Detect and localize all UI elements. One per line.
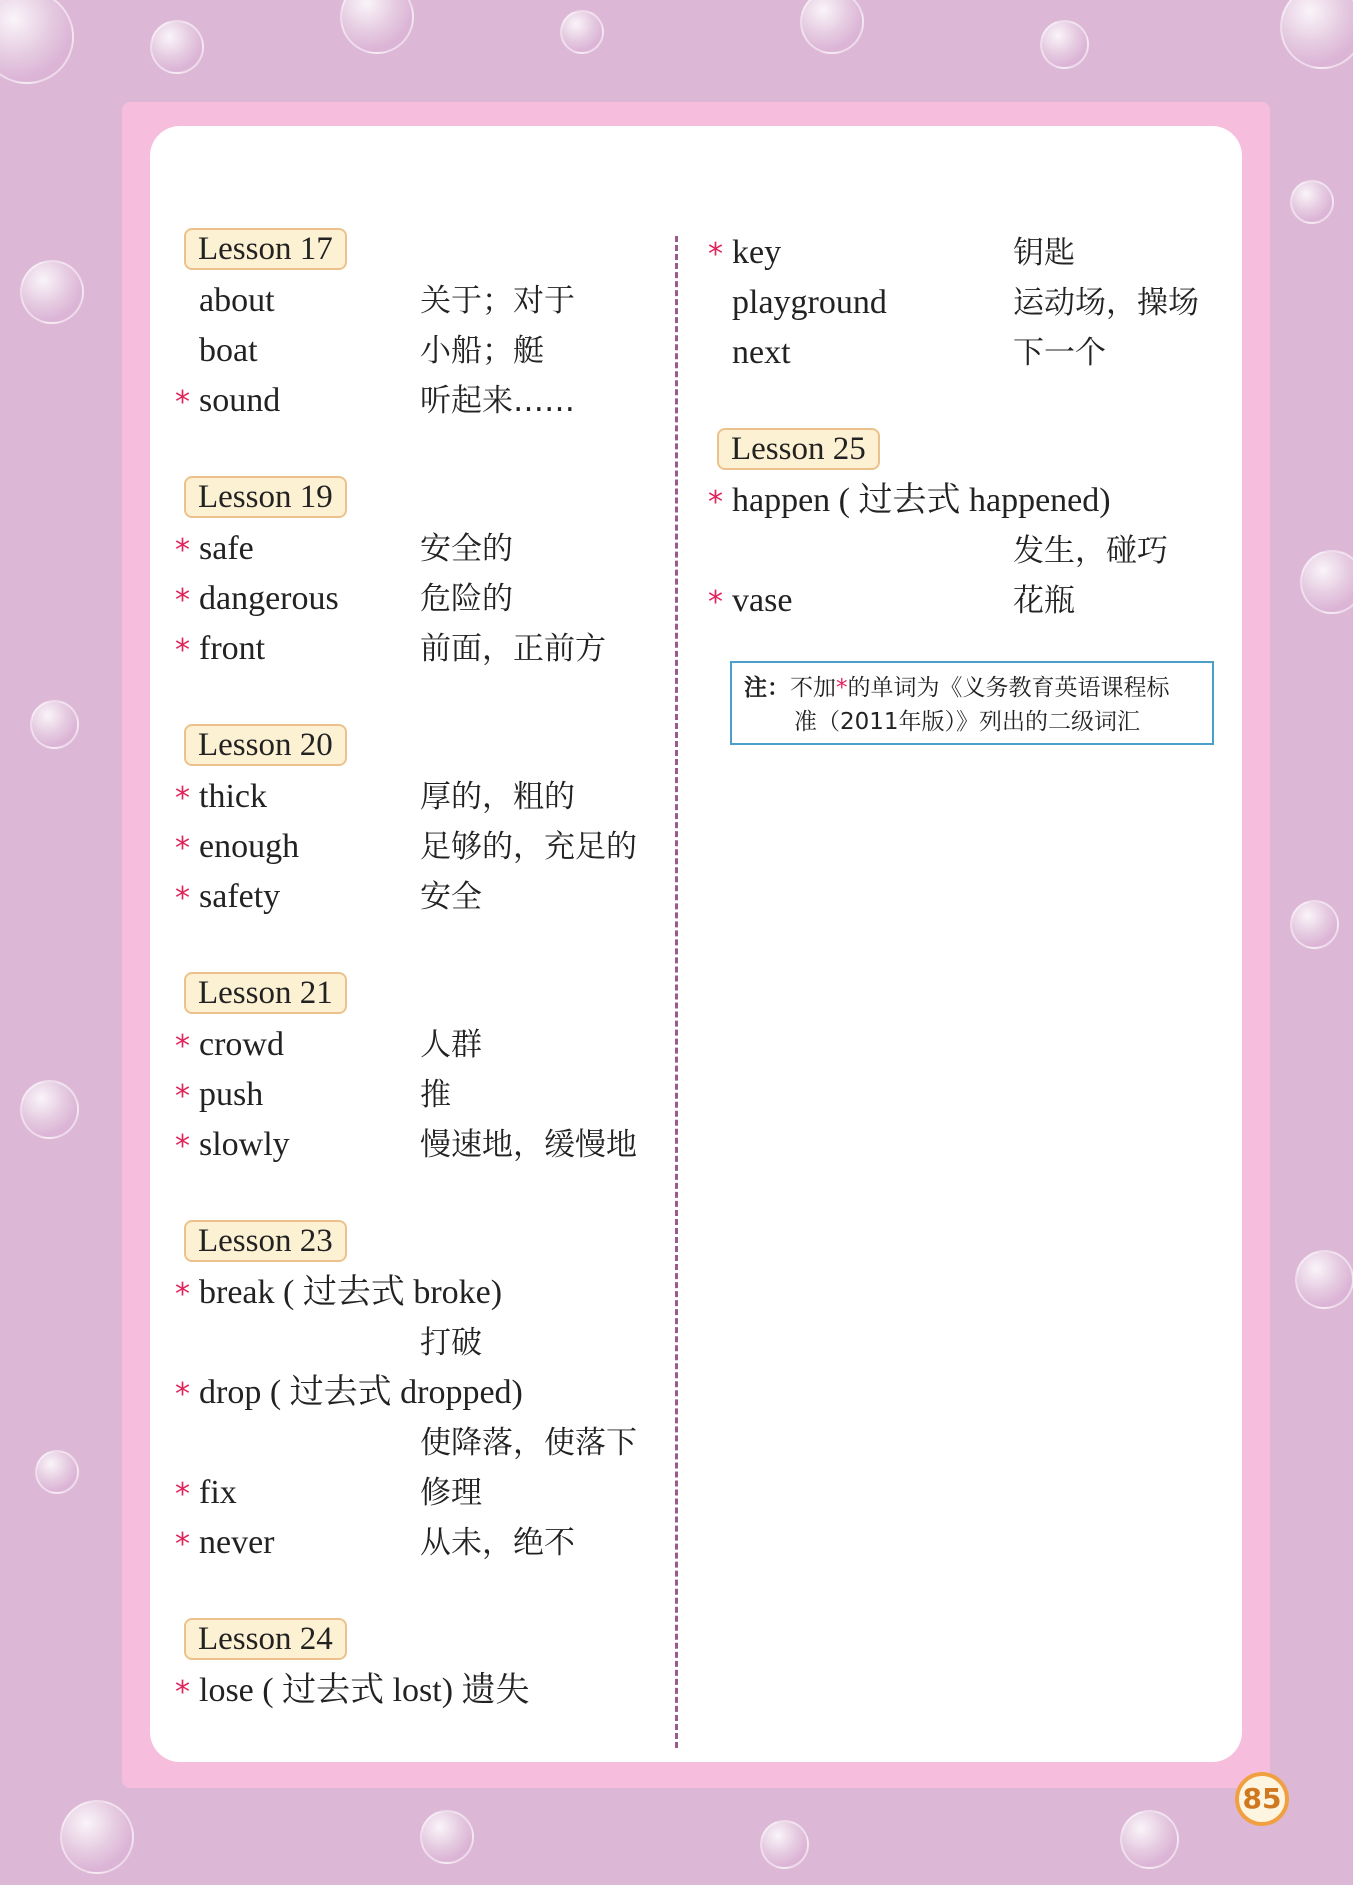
bubble-decoration bbox=[20, 260, 84, 324]
vocab-word: next bbox=[732, 334, 791, 371]
vocab-meaning: 修理 bbox=[420, 1475, 482, 1511]
vocab-entry bbox=[175, 1418, 665, 1468]
bubble-decoration bbox=[1280, 0, 1353, 69]
vocab-meaning: 发生，碰巧 bbox=[1013, 533, 1168, 569]
vocab-word: lose ( 过去式 lost) 遗失 bbox=[199, 1672, 530, 1709]
bubble-decoration bbox=[1300, 550, 1353, 614]
lesson-group bbox=[175, 1618, 665, 1716]
vocab-word: thick bbox=[199, 778, 267, 815]
vocab-entry bbox=[708, 476, 1228, 526]
lesson-tag: Lesson 19 bbox=[184, 476, 347, 518]
note-prefix: 注： bbox=[744, 675, 790, 701]
vocab-entry bbox=[175, 624, 665, 674]
bubble-decoration bbox=[1290, 180, 1334, 224]
asterisk-icon: * bbox=[175, 781, 190, 816]
bubble-decoration bbox=[1290, 900, 1339, 949]
vocab-word: sound bbox=[199, 382, 281, 419]
vocab-meaning: 危险的 bbox=[420, 581, 513, 617]
bubble-decoration bbox=[60, 1800, 134, 1874]
vocab-meaning: 听起来…… bbox=[420, 383, 575, 419]
vocab-meaning: 安全的 bbox=[420, 531, 513, 567]
vocab-word: crowd bbox=[199, 1026, 284, 1063]
vocab-word: boat bbox=[199, 332, 258, 369]
vocab-word: about bbox=[199, 282, 275, 319]
asterisk-icon: * bbox=[175, 1527, 190, 1562]
asterisk-icon: * bbox=[708, 585, 723, 620]
lesson-tag: Lesson 20 bbox=[184, 724, 347, 766]
asterisk-icon: * bbox=[175, 1277, 190, 1312]
vocab-meaning: 使降落，使落下 bbox=[420, 1425, 637, 1461]
vocab-word: drop ( 过去式 dropped) bbox=[199, 1374, 523, 1411]
lesson-tag: Lesson 17 bbox=[184, 228, 347, 270]
asterisk-icon: * bbox=[175, 881, 190, 916]
lesson-group bbox=[175, 972, 665, 1170]
vocab-meaning: 从未，绝不 bbox=[420, 1525, 575, 1561]
vocab-meaning: 厚的，粗的 bbox=[420, 779, 575, 815]
vocab-meaning: 下一个 bbox=[1013, 335, 1106, 371]
note-box bbox=[730, 661, 1214, 745]
vocab-entry bbox=[708, 328, 1228, 378]
note-star: * bbox=[836, 675, 848, 701]
bubble-decoration bbox=[1040, 20, 1089, 69]
bubble-decoration bbox=[1120, 1810, 1179, 1869]
note-text-line2: 准（2011年版）》列出的二级词汇 bbox=[794, 709, 1141, 735]
bubble-decoration bbox=[0, 0, 74, 84]
vocab-word: never bbox=[199, 1524, 275, 1561]
vocab-entry bbox=[175, 1666, 665, 1716]
bubble-decoration bbox=[420, 1810, 474, 1864]
lesson-tag: Lesson 25 bbox=[717, 428, 880, 470]
column-divider bbox=[675, 236, 678, 1748]
vocab-entry bbox=[175, 1020, 665, 1070]
vocab-entry bbox=[175, 872, 665, 922]
vocab-meaning: 小船；艇 bbox=[420, 333, 544, 369]
asterisk-icon: * bbox=[175, 1079, 190, 1114]
vocab-word: key bbox=[732, 234, 782, 271]
vocab-entry bbox=[175, 276, 665, 326]
vocab-meaning: 打破 bbox=[420, 1325, 482, 1361]
vocab-entry bbox=[708, 278, 1228, 328]
bubble-decoration bbox=[30, 700, 79, 749]
vocab-entry bbox=[175, 1268, 665, 1318]
vocab-entry bbox=[708, 576, 1228, 626]
bubble-decoration bbox=[340, 0, 414, 54]
vocab-entry bbox=[175, 574, 665, 624]
vocab-meaning: 花瓶 bbox=[1013, 583, 1075, 619]
vocab-entry bbox=[175, 772, 665, 822]
asterisk-icon: * bbox=[175, 1477, 190, 1512]
vocab-entry bbox=[175, 1120, 665, 1170]
asterisk-icon: * bbox=[708, 485, 723, 520]
vocab-entry bbox=[175, 1368, 665, 1418]
asterisk-icon: * bbox=[708, 237, 723, 272]
vocab-entry bbox=[175, 822, 665, 872]
lesson-group bbox=[708, 228, 1228, 378]
bubble-decoration bbox=[20, 1080, 79, 1139]
bubble-decoration bbox=[35, 1450, 79, 1494]
vocab-meaning: 关于；对于 bbox=[420, 283, 575, 319]
asterisk-icon: * bbox=[175, 633, 190, 668]
vocab-word: playground bbox=[732, 284, 887, 321]
vocab-meaning: 钥匙 bbox=[1013, 235, 1075, 271]
vocab-entry bbox=[175, 376, 665, 426]
vocab-meaning: 运动场，操场 bbox=[1013, 285, 1199, 321]
vocab-word: vase bbox=[732, 582, 793, 619]
asterisk-icon: * bbox=[175, 1675, 190, 1710]
vocab-word: push bbox=[199, 1076, 264, 1113]
vocab-entry bbox=[175, 1468, 665, 1518]
vocab-meaning: 足够的，充足的 bbox=[420, 829, 637, 865]
asterisk-icon: * bbox=[175, 1129, 190, 1164]
bubble-decoration bbox=[150, 20, 204, 74]
asterisk-icon: * bbox=[175, 385, 190, 420]
vocab-word: safety bbox=[199, 878, 281, 915]
vocab-word: safe bbox=[199, 530, 254, 567]
asterisk-icon: * bbox=[175, 583, 190, 618]
vocab-entry bbox=[175, 1070, 665, 1120]
asterisk-icon: * bbox=[175, 831, 190, 866]
vocab-entry bbox=[708, 228, 1228, 278]
asterisk-icon: * bbox=[175, 533, 190, 568]
bubble-decoration bbox=[560, 10, 604, 54]
note-text-part2: 的单词为《义务教育英语课程标 bbox=[847, 675, 1170, 701]
vocab-word: dangerous bbox=[199, 580, 339, 617]
vocab-word: enough bbox=[199, 828, 300, 865]
asterisk-icon: * bbox=[175, 1029, 190, 1064]
lesson-group bbox=[708, 428, 1228, 626]
vocab-word: fix bbox=[199, 1474, 237, 1511]
bubble-decoration bbox=[760, 1820, 809, 1869]
lesson-tag: Lesson 21 bbox=[184, 972, 347, 1014]
bubble-decoration bbox=[1295, 1250, 1353, 1309]
lesson-tag: Lesson 23 bbox=[184, 1220, 347, 1262]
vocab-column-right bbox=[708, 228, 1228, 676]
vocab-meaning: 人群 bbox=[420, 1027, 482, 1063]
vocab-column-left bbox=[175, 228, 665, 1766]
lesson-group bbox=[175, 1220, 665, 1568]
vocab-word: slowly bbox=[199, 1126, 290, 1163]
vocab-word: front bbox=[199, 630, 266, 667]
vocab-entry bbox=[708, 526, 1228, 576]
vocab-word: break ( 过去式 broke) bbox=[199, 1274, 503, 1311]
vocab-meaning: 推 bbox=[420, 1077, 451, 1113]
page-number: 85 bbox=[1235, 1772, 1289, 1826]
bubble-decoration bbox=[800, 0, 864, 54]
lesson-group bbox=[175, 724, 665, 922]
vocab-meaning: 前面，正前方 bbox=[420, 631, 606, 667]
vocab-meaning: 安全 bbox=[420, 879, 482, 915]
note-text-part1: 不加 bbox=[790, 675, 836, 701]
vocab-entry bbox=[175, 1518, 665, 1568]
lesson-group bbox=[175, 228, 665, 426]
lesson-group bbox=[175, 476, 665, 674]
asterisk-icon: * bbox=[175, 1377, 190, 1412]
vocab-meaning: 慢速地，缓慢地 bbox=[420, 1127, 637, 1163]
vocab-word: happen ( 过去式 happened) bbox=[732, 482, 1111, 519]
vocab-entry bbox=[175, 326, 665, 376]
vocab-entry bbox=[175, 524, 665, 574]
vocab-entry bbox=[175, 1318, 665, 1368]
lesson-tag: Lesson 24 bbox=[184, 1618, 347, 1660]
